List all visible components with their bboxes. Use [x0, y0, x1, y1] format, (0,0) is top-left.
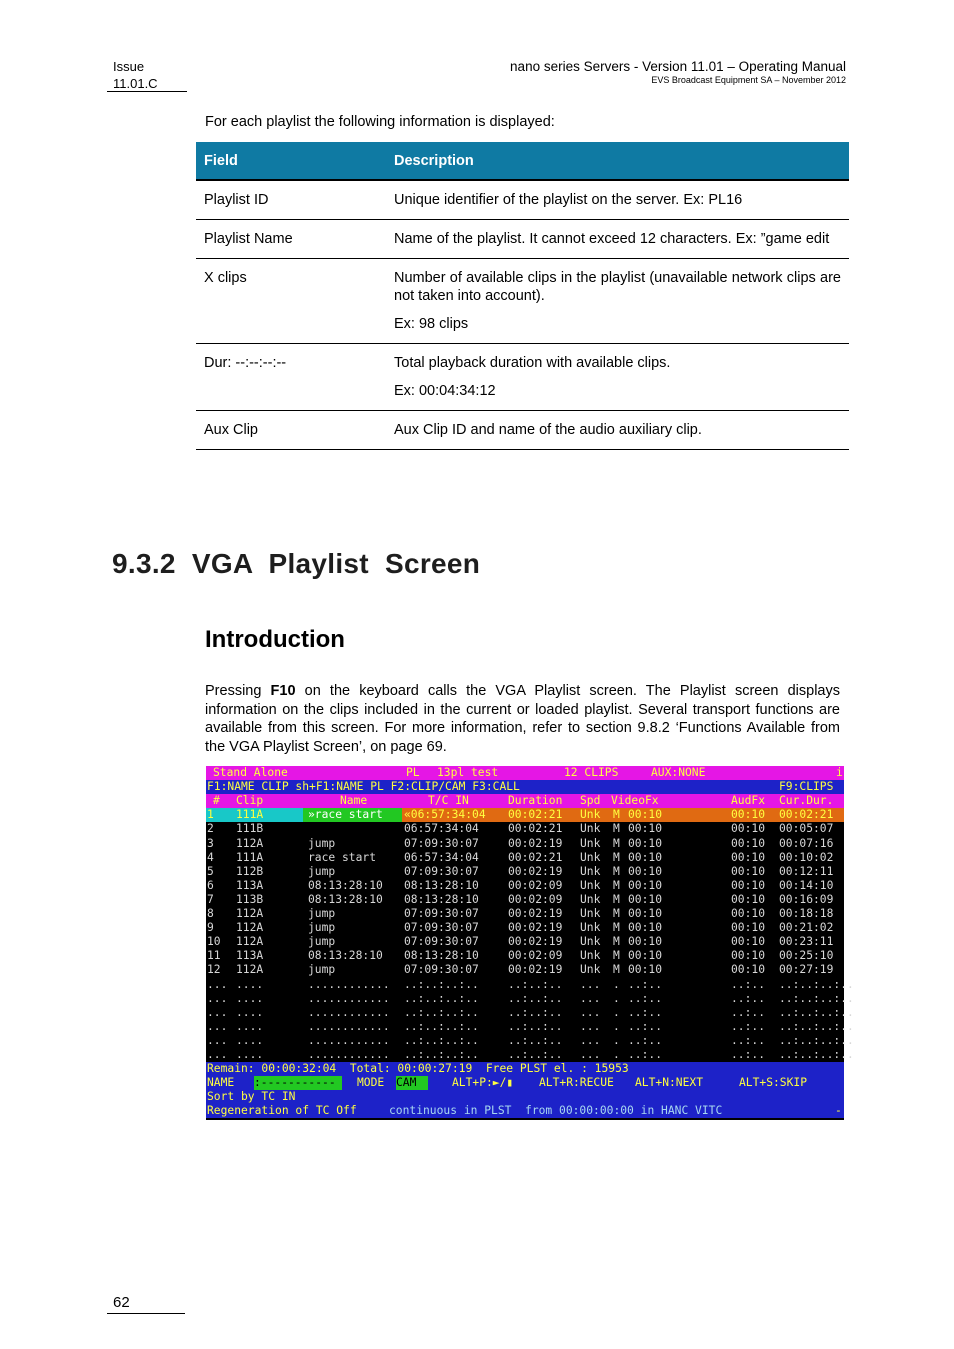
speed: Unk [580, 907, 601, 920]
cur-duration: ..:..:..:.. [779, 991, 854, 1005]
column-header-description: Description [386, 142, 849, 180]
cur-duration: 00:27:19 [779, 963, 834, 977]
tc-in: 07:09:30:07 [404, 963, 479, 977]
duration: 00:02:09 [508, 949, 563, 963]
video-fx: ..:.. [628, 1019, 663, 1033]
description-text: Total playback duration with available clips. [394, 355, 671, 371]
mode-key: MODE [357, 1076, 385, 1090]
table-row[interactable] [206, 1005, 854, 1020]
video-fx: 00:10 [628, 949, 663, 963]
clip-id: 112A [236, 836, 264, 850]
playlist-name: 13pl test [437, 766, 499, 779]
speed: ... [580, 977, 601, 991]
speed-mode: . [613, 1048, 620, 1061]
duration: 00:02:19 [508, 907, 563, 920]
table-row[interactable] [206, 1019, 854, 1034]
col-clip: Clip [236, 794, 264, 808]
footer-rule [107, 1313, 185, 1314]
cur-duration: 00:21:02 [779, 921, 834, 935]
audio-fx: 00:10 [731, 935, 766, 949]
vga-sort-bar [206, 1090, 844, 1104]
video-fx: 00:10 [628, 864, 663, 878]
table-row[interactable] [206, 935, 844, 949]
video-fx: 00:10 [628, 836, 663, 850]
table-row[interactable] [206, 879, 844, 893]
mode-value[interactable]: CAM [396, 1076, 428, 1090]
clip-number: ... [207, 1048, 228, 1061]
sort-mode: Sort by TC IN [207, 1090, 296, 1104]
tc-in: 06:57:34:04 [404, 850, 479, 864]
audio-fx: ..:.. [731, 977, 766, 991]
speed: Unk [580, 808, 601, 822]
duration: 00:02:19 [508, 921, 563, 935]
speed: ... [580, 991, 601, 1005]
table-header-row [196, 142, 849, 180]
speed: ... [580, 1033, 601, 1047]
tc-in: 07:09:30:07 [404, 921, 479, 935]
audio-fx: ..:.. [731, 1019, 766, 1033]
clip-number: ... [207, 991, 228, 1005]
table-row[interactable] [206, 808, 844, 822]
regeneration-end: - [835, 1104, 842, 1118]
clip-id: .... [236, 1048, 264, 1061]
clip-id: 112A [236, 921, 264, 935]
video-fx: 00:10 [628, 907, 663, 920]
description-text: Unique identifier of the playlist on the server. Ex: PL16 [394, 192, 743, 208]
vga-column-header [206, 794, 844, 808]
alt-s-key: ALT+S:SKIP [739, 1076, 808, 1090]
cur-duration: 00:14:10 [779, 878, 834, 892]
field-cell: Aux Clip [196, 411, 386, 450]
description-cell [386, 411, 849, 450]
duration: ..:..:.. [508, 1005, 563, 1019]
alt-n-key: ALT+N:NEXT [635, 1076, 704, 1090]
clip-id: .... [236, 1019, 264, 1033]
duration: 00:02:21 [508, 822, 563, 836]
function-keys: F1:NAME CLIP sh+F1:NAME PL F2:CLIP/CAM F3:CALL [207, 780, 520, 794]
video-fx: ..:.. [628, 991, 663, 1005]
speed: ... [580, 1048, 601, 1061]
duration: 00:02:19 [508, 935, 563, 949]
cur-duration: 00:12:11 [779, 864, 834, 878]
clip-name: 08:13:28:10 [308, 878, 383, 892]
clip-name: jump [308, 935, 336, 949]
audio-fx: 00:10 [731, 878, 766, 892]
clip-id: 112A [236, 907, 264, 920]
regeneration-status: Regeneration of TC Off [207, 1104, 357, 1118]
description-cell [386, 180, 849, 220]
description-text: Number of available clips in the playlist (unavailable network clips are not taken into account). [394, 270, 841, 304]
clip-count: 12 CLIPS [564, 766, 619, 779]
video-fx: 00:10 [628, 935, 663, 949]
tc-in: «06:57:34:04 [404, 808, 486, 822]
intro-line: For each playlist the following information is displayed: [205, 114, 555, 130]
clip-name: ............ [308, 991, 390, 1005]
duration: 00:02:19 [508, 864, 563, 878]
header-rule [107, 91, 187, 92]
video-fx: 00:10 [628, 892, 663, 906]
aux-clip: AUX:NONE [651, 766, 706, 779]
vga-playlist-screen [206, 766, 854, 1120]
cur-duration: 00:07:16 [779, 836, 834, 850]
clip-id: 112A [236, 935, 264, 949]
duration: 00:02:09 [508, 878, 563, 892]
video-fx: 00:10 [628, 850, 663, 864]
tc-in: ..:..:..:.. [404, 1033, 479, 1047]
speed-mode: M [613, 878, 620, 892]
clip-number: 11 [207, 949, 221, 963]
key-name: F10 [270, 683, 296, 699]
speed-mode: . [613, 977, 620, 991]
clip-id: 113A [236, 949, 264, 963]
table-row[interactable] [206, 991, 854, 1006]
tc-in: 07:09:30:07 [404, 836, 479, 850]
issue-label: Issue [113, 59, 145, 74]
issue-block [113, 58, 158, 92]
table-row[interactable] [206, 1033, 854, 1048]
table-row[interactable] [206, 949, 844, 963]
speed: Unk [580, 836, 601, 850]
manual-title: nano series Servers - Version 11.01 – Operating Manual [510, 59, 846, 74]
tc-in: 08:13:28:10 [404, 878, 479, 892]
duration: 00:02:09 [508, 892, 563, 906]
mode-label: Stand Alone [213, 766, 288, 779]
clip-number: 10 [207, 935, 221, 949]
regeneration-detail: continuous in PLST from 00:00:00:00 in HANC VITC [389, 1104, 723, 1118]
speed: Unk [580, 850, 601, 864]
description-example: Ex: 98 clips [394, 316, 469, 332]
speed: ... [580, 1019, 601, 1033]
duration: 00:02:19 [508, 963, 563, 977]
clip-number: ... [207, 977, 228, 991]
running-header [510, 58, 846, 86]
speed: Unk [580, 892, 601, 906]
table-row [196, 259, 849, 344]
description-text: Name of the playlist. It cannot exceed 12 characters. Ex: ”game edit [394, 231, 830, 247]
tc-in: 07:09:30:07 [404, 907, 479, 920]
clip-name: race start [308, 850, 377, 864]
cur-duration: 00:02:21 [779, 808, 834, 822]
col-audfx: AudFx [731, 794, 766, 808]
duration: 00:02:19 [508, 836, 563, 850]
video-fx: ..:.. [628, 1005, 663, 1019]
video-fx: ..:.. [628, 977, 663, 991]
vga-regeneration-bar [206, 1104, 844, 1118]
clip-id: .... [236, 1033, 264, 1047]
video-fx: 00:10 [628, 963, 663, 977]
pl-label: PL [406, 766, 420, 779]
clip-name: jump [308, 836, 336, 850]
cur-duration: ..:..:..:.. [779, 977, 854, 991]
audio-fx: 00:10 [731, 907, 766, 920]
description-cell [386, 344, 849, 411]
clip-name: ............ [308, 1019, 390, 1033]
audio-fx: ..:.. [731, 991, 766, 1005]
speed-mode: M [613, 921, 620, 935]
tc-in: ..:..:..:.. [404, 991, 479, 1005]
speed-mode: M [613, 850, 620, 864]
name-label: NAME [207, 1076, 235, 1090]
audio-fx: 00:10 [731, 892, 766, 906]
clip-number: 4 [207, 850, 214, 864]
vga-status-bar [206, 1062, 844, 1076]
clip-name: ............ [308, 1033, 390, 1047]
clip-name: ............ [308, 1048, 390, 1061]
clip-id: 112B [236, 864, 264, 878]
tc-in: ..:..:..:.. [404, 1019, 479, 1033]
issue-number: 11.01.C [113, 76, 158, 91]
tc-in: 08:13:28:10 [404, 949, 479, 963]
speed: Unk [580, 864, 601, 878]
clip-id: .... [236, 991, 264, 1005]
name-field[interactable]: :----------- [254, 1076, 342, 1090]
clip-id: 111B [236, 822, 264, 836]
clip-number: 12 [207, 963, 221, 977]
duration: ..:..:.. [508, 977, 563, 991]
clip-number: 9 [207, 921, 214, 935]
field-cell: X clips [196, 259, 386, 344]
video-fx: ..:.. [628, 1048, 663, 1061]
table-row[interactable] [206, 977, 854, 992]
col-videofx: VideoFx [611, 794, 659, 808]
remain-total: Remain: 00:00:32:04 Total: 00:00:27:19 Free PLST el. : 15953 [207, 1062, 629, 1076]
vga-command-bar [206, 1076, 844, 1090]
vga-keys-bar [206, 780, 844, 794]
clip-id: 113B [236, 892, 264, 906]
table-row[interactable] [206, 837, 844, 851]
speed: Unk [580, 822, 601, 836]
clip-name: ............ [308, 1005, 390, 1019]
clip-name: 08:13:28:10 [308, 949, 383, 963]
table-row [196, 220, 849, 259]
table-row [196, 344, 849, 411]
video-fx: 00:10 [628, 822, 663, 836]
speed: Unk [580, 963, 601, 977]
duration: ..:..:.. [508, 1019, 563, 1033]
cur-duration: 00:25:10 [779, 949, 834, 963]
tc-in: ..:..:..:.. [404, 977, 479, 991]
audio-fx: 00:10 [731, 822, 766, 836]
alt-r-key: ALT+R:RECUE [539, 1076, 614, 1090]
field-cell: Playlist ID [196, 180, 386, 220]
speed-mode: . [613, 1019, 620, 1033]
speed-mode: M [613, 864, 620, 878]
video-fx: 00:10 [628, 808, 663, 822]
clip-name: ............ [308, 977, 390, 991]
cur-duration: 00:23:11 [779, 935, 834, 949]
clip-id: .... [236, 977, 264, 991]
clip-name: jump [308, 921, 336, 935]
clip-number: 5 [207, 864, 214, 878]
tc-in: 07:09:30:07 [404, 864, 479, 878]
clip-id: 111A [236, 808, 264, 822]
video-fx: ..:.. [628, 1033, 663, 1047]
tc-in: ..:..:..:.. [404, 1005, 479, 1019]
speed-mode: M [613, 935, 620, 949]
table-row[interactable] [206, 865, 844, 879]
clip-number: ... [207, 1033, 228, 1047]
audio-fx: 00:10 [731, 949, 766, 963]
tc-in: 07:09:30:07 [404, 935, 479, 949]
clip-name: »race start [308, 808, 383, 822]
clip-number: 2 [207, 822, 214, 836]
col-number: # [213, 794, 220, 808]
fields-table [196, 142, 849, 450]
tc-in: 06:57:34:04 [404, 822, 479, 836]
clip-number: 3 [207, 836, 214, 850]
page-number: 62 [113, 1294, 130, 1311]
cur-duration: 00:10:02 [779, 850, 834, 864]
audio-fx: 00:10 [731, 836, 766, 850]
speed-mode: M [613, 836, 620, 850]
clip-number: ... [207, 1019, 228, 1033]
description-example: Ex: 00:04:34:12 [394, 383, 496, 399]
col-tc-in: T/C IN [428, 794, 469, 808]
clip-name: jump [308, 864, 336, 878]
audio-fx: ..:.. [731, 1005, 766, 1019]
clip-number: 8 [207, 907, 214, 920]
audio-fx: 00:10 [731, 921, 766, 935]
audio-fx: 00:10 [731, 864, 766, 878]
speed: Unk [580, 878, 601, 892]
alt-p-key: ALT+P:►/▮ [452, 1076, 514, 1090]
paragraph-text: on the keyboard calls the VGA Playlist screen. The Playlist screen displays information on the clips included in the current or loaded playlist. Several transport functions are available from this screen. For more information, refer to section 9.8.2 ‘Functions Available from the VGA Playlist Screen’, on page 69. [205, 683, 840, 755]
clip-name: 08:13:28:10 [308, 892, 383, 906]
col-duration: Duration [508, 794, 563, 808]
speed-mode: . [613, 1033, 620, 1047]
duration: ..:..:.. [508, 1033, 563, 1047]
speed-mode: . [613, 1005, 620, 1019]
field-cell: Playlist Name [196, 220, 386, 259]
video-fx: 00:10 [628, 921, 663, 935]
duration: ..:..:.. [508, 1048, 563, 1061]
audio-fx: 00:10 [731, 963, 766, 977]
clip-name: jump [308, 907, 336, 920]
cur-duration: ..:..:..:.. [779, 1048, 854, 1061]
table-row[interactable] [206, 822, 844, 836]
clip-number: 1 [207, 808, 214, 822]
audio-fx: 00:10 [731, 850, 766, 864]
col-cur-dur: Cur.Dur. [779, 794, 834, 808]
clip-id: 113A [236, 878, 264, 892]
section-heading: 9.3.2 VGA Playlist Screen [112, 548, 481, 579]
cur-duration: ..:..:..:.. [779, 1005, 854, 1019]
table-row [196, 180, 849, 220]
tc-in: 08:13:28:10 [404, 892, 479, 906]
speed-mode: M [613, 808, 620, 822]
company-line: EVS Broadcast Equipment SA – November 2012 [651, 75, 846, 85]
clip-number: ... [207, 1005, 228, 1019]
body-paragraph [205, 682, 840, 756]
description-cell [386, 220, 849, 259]
audio-fx: ..:.. [731, 1048, 766, 1061]
duration: 00:02:21 [508, 850, 563, 864]
field-cell: Dur: --:--:--:-- [196, 344, 386, 411]
cur-duration: 00:05:07 [779, 822, 834, 836]
paragraph-text: Pressing [205, 683, 271, 699]
table-row[interactable] [206, 851, 844, 865]
speed-mode: M [613, 907, 620, 920]
vga-top-bar [206, 766, 844, 780]
speed-mode: . [613, 991, 620, 1005]
table-row[interactable] [206, 893, 844, 907]
speed: Unk [580, 921, 601, 935]
col-name: Name [340, 794, 368, 808]
speed: Unk [580, 949, 601, 963]
speed: ... [580, 1005, 601, 1019]
col-speed: Spd [580, 794, 601, 808]
description-text: Aux Clip ID and name of the audio auxiliary clip. [394, 422, 702, 438]
video-fx: 00:10 [628, 878, 663, 892]
column-header-field: Field [196, 142, 386, 180]
subheading: Introduction [205, 626, 345, 653]
info-icon: i [836, 766, 843, 779]
description-cell [386, 259, 849, 344]
speed-mode: M [613, 822, 620, 836]
clip-number: 7 [207, 892, 214, 906]
table-row[interactable] [206, 1048, 854, 1062]
cur-duration: ..:..:..:.. [779, 1033, 854, 1047]
clips-key: F9:CLIPS [779, 780, 834, 794]
clip-id: 112A [236, 963, 264, 977]
table-row[interactable] [206, 907, 844, 921]
clip-name: jump [308, 963, 336, 977]
duration: ..:..:.. [508, 991, 563, 1005]
duration: 00:02:21 [508, 808, 563, 822]
table-row[interactable] [206, 963, 844, 977]
clip-id: 111A [236, 850, 264, 864]
table-row [196, 411, 849, 450]
cur-duration: 00:16:09 [779, 892, 834, 906]
tc-in: ..:..:..:.. [404, 1048, 479, 1061]
cur-duration: ..:..:..:.. [779, 1019, 854, 1033]
speed-mode: M [613, 892, 620, 906]
clip-number: 6 [207, 878, 214, 892]
clip-id: .... [236, 1005, 264, 1019]
cur-duration: 00:18:18 [779, 907, 834, 920]
speed: Unk [580, 935, 601, 949]
table-row[interactable] [206, 921, 844, 935]
speed-mode: M [613, 963, 620, 977]
audio-fx: ..:.. [731, 1033, 766, 1047]
audio-fx: 00:10 [731, 808, 766, 822]
speed-mode: M [613, 949, 620, 963]
